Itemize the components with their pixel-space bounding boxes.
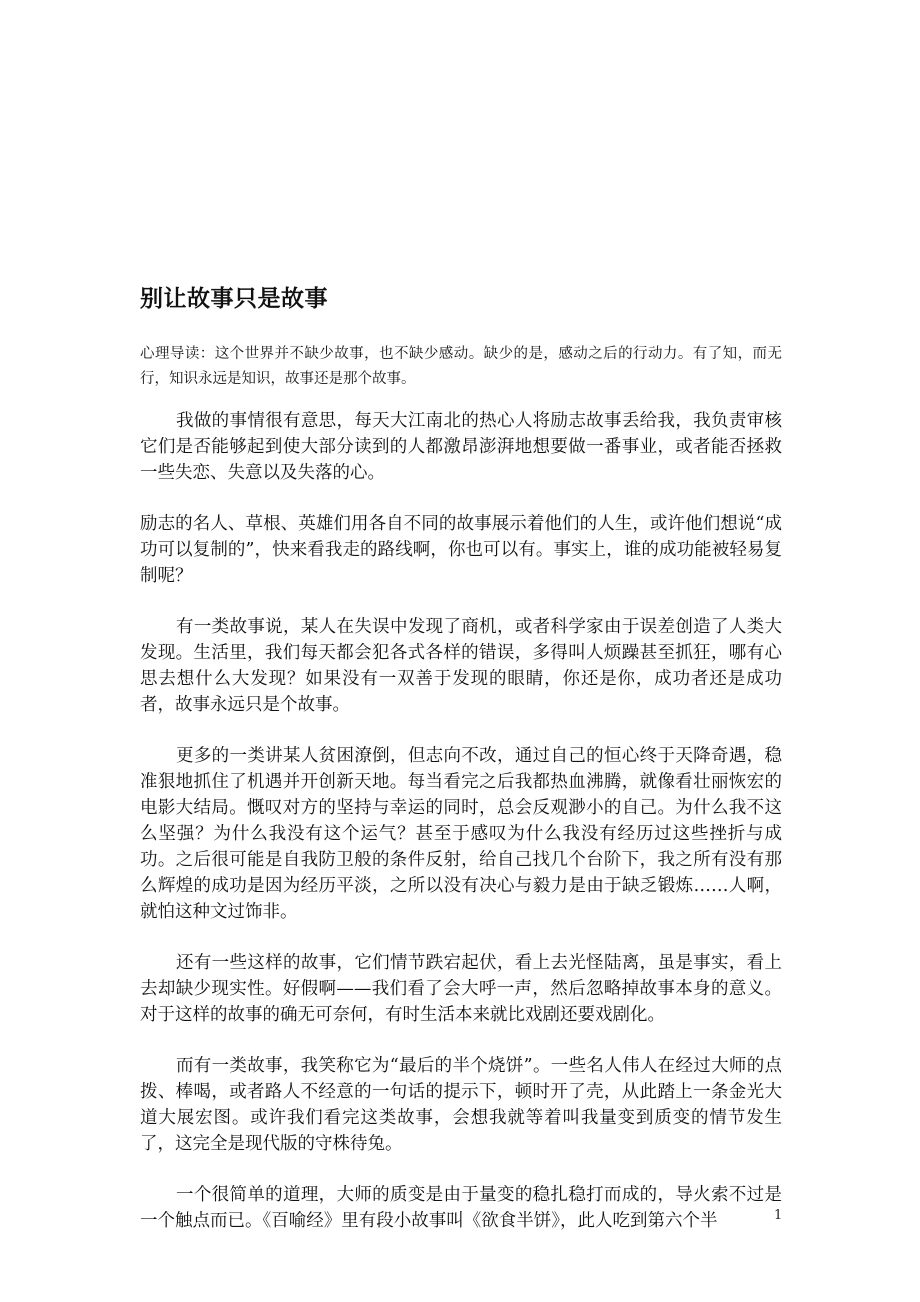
paragraph-1: 我做的事情很有意思，每天大江南北的热心人将励志故事丢给我，我负责审核它们是否能够起到使大部分读到的人都激昂澎湃地想要做一番事业，或者能否拯救一些失恋、失意以及失落的心。 [140,411,782,483]
paragraph-6: 而有一类故事，我笑称它为“最后的半个烧饼”。一些名人伟人在经过大师的点拨、棒喝，或者路人不经意的一句话的提示下，顿时开了壳，从此踏上一条金光大道大展宏图。或许我们看完这类故事，会想我就等着叫我量变到质变的情节发生了，这完全是现代版的守株待兔。 [140,1056,782,1154]
document-title: 别让故事只是故事 [140,285,328,312]
paragraph-2: 励志的名人、草根、英雄们用各自不同的故事展示着他们的人生，或许他们想说“成功可以复制的”，快来看我走的路线啊，你也可以有。事实上，谁的成功能被轻易复制呢？ [140,514,782,586]
paragraph-5: 还有一些这样的故事，它们情节跌宕起伏，看上去光怪陆离，虽是事实，看上去却缺少现实性。好假啊——我们看了会大呼一声，然后忽略掉故事本身的意义。对于这样的故事的确无可奈何，有时生活本来就比戏剧还要戏剧化。 [140,953,782,1025]
intro-paragraph: 心理导读：这个世界并不缺少故事，也不缺少感动。缺少的是，感动之后的行动力。有了知，而无行，知识永远是知识，故事还是那个故事。 [140,346,782,387]
page-number: 1 [774,1208,783,1223]
paragraph-3: 有一类故事说，某人在失误中发现了商机，或者科学家由于误差创造了人类大发现。生活里，我们每天都会犯各式各样的错误，多得叫人烦躁甚至抓狂，哪有心思去想什么大发现？如果没有一双善于发现的眼睛，你还是你，成功者还是成功者，故事永远只是个故事。 [140,617,782,715]
paragraph-4: 更多的一类讲某人贫困潦倒，但志向不改，通过自己的恒心终于天降奇遇，稳准狠地抓住了机遇并开创新天地。每当看完之后我都热血沸腾，就像看壮丽恢宏的电影大结局。慨叹对方的坚持与幸运的同时，总会反观渺小的自己。为什么我不这么坚强？为什么我没有这个运气？甚至于感叹为什么我没有经历过这些挫折与成功。之后很可能是自我防卫般的条件反射，给自己找几个台阶下，我之所有没有那么辉煌的成功是因为经历平淡，之所以没有决心与毅力是由于缺乏锻炼……人啊，就怕这种文过饰非。 [140,746,782,922]
document-body [140,408,782,1259]
paragraph-7: 一个很简单的道理，大师的质变是由于量变的稳扎稳打而成的，导火索不过是一个触点而已。《百喻经》里有段小故事叫《欲食半饼》，此人吃到第六个半 [140,1185,782,1231]
